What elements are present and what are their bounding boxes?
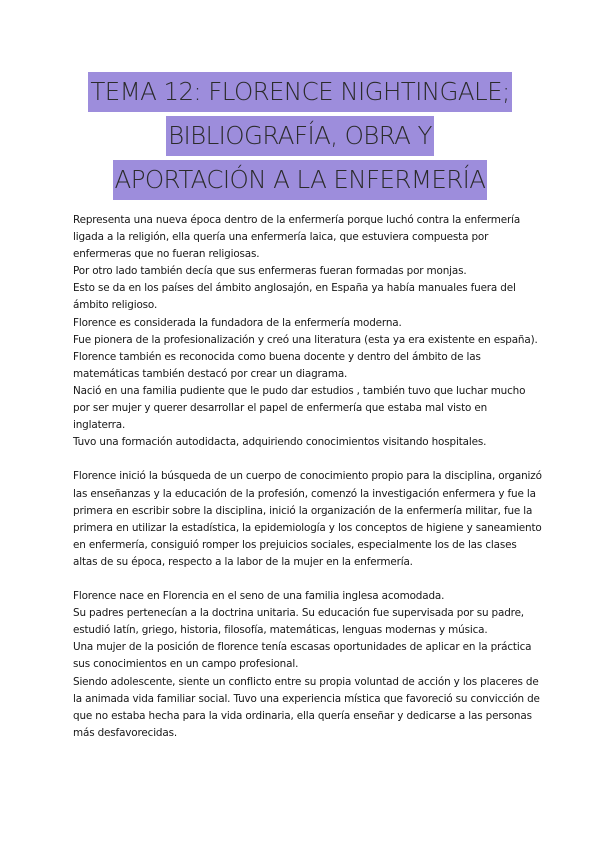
text-line: matemáticas también destacó por crear un diagrama.	[73, 367, 348, 380]
paragraph-gap	[73, 451, 543, 468]
text-line: Florence es considerada la fundadora de la enfermería moderna.	[73, 316, 402, 329]
text-line: enfermeras que no fueran religiosas.	[73, 248, 260, 261]
text-line: Esto se da en los países del ámbito anglosajón, en España ya había manuales fuera del	[73, 282, 516, 295]
text-line: primera en escribir sobre la disciplina, inició la organización de la enfermería militar, fue la	[73, 504, 533, 517]
text-line: Por otro lado también decía que sus enfermeras fueran formadas por monjas.	[73, 265, 467, 278]
document-title	[0, 70, 600, 202]
paragraph-section	[73, 468, 543, 571]
text-line: primera en utilizar la estadística, la epidemiología y los conceptos de higiene y saneamiento	[73, 521, 542, 534]
text-line: inglaterra.	[73, 419, 126, 432]
text-line: en enfermería, consiguió romper los prejuicios sociales, especialmente los de las clases	[73, 538, 517, 551]
paragraph-gap	[73, 571, 543, 588]
text-line: Nació en una familia pudiente que le pudo dar estudios , también tuvo que luchar mucho	[73, 384, 526, 397]
text-line: Representa una nueva época dentro de la enfermería porque luchó contra la enfermería	[73, 214, 521, 226]
text-line: la animada vida familiar social. Tuvo una experiencia mística que favoreció su convicción de	[73, 692, 540, 705]
text-line: Una mujer de la posición de florence tenía escasas oportunidades de aplicar en la práctica	[73, 641, 532, 654]
text-line: estudió latín, griego, historia, filosofía, matemáticas, lenguas modernas y música.	[73, 624, 488, 637]
text-line: ámbito religioso.	[73, 299, 158, 312]
title-line: BIBLIOGRAFÍA, OBRA Y	[166, 116, 434, 156]
text-line: Florence también es reconocida como buena docente y dentro del ámbito de las	[73, 350, 481, 363]
text-line: sus conocimientos en un campo profesional.	[73, 658, 299, 671]
text-line: ligada a la religión, ella quería una enfermería laica, que estuviera compuesta por	[73, 231, 489, 244]
text-line: Florence inició la búsqueda de un cuerpo de conocimiento propio para la disciplina, organizó	[73, 470, 542, 483]
paragraph-section	[73, 212, 543, 451]
document-body	[73, 212, 543, 742]
text-line: Siendo adolescente, siente un conflicto entre su propia voluntad de acción y los placeres de	[73, 675, 539, 688]
paragraph-section	[73, 588, 543, 742]
text-line: Su padres pertenecían a la doctrina unitaria. Su educación fue supervisada por su padre,	[73, 607, 524, 620]
text-line: las enseñanzas y la educación de la profesión, comenzó la investigación enfermera y fue la	[73, 487, 536, 500]
text-line: más desfavorecidas.	[73, 726, 178, 739]
text-line: Florence nace en Florencia en el seno de una familia inglesa acomodada.	[73, 590, 445, 603]
text-line: Fue pionera de la profesionalización y creó una literatura (esta ya era existente en españa).	[73, 333, 538, 346]
text-line: Tuvo una formación autodidacta, adquiriendo conocimientos visitando hospitales.	[73, 436, 487, 449]
text-line: que no estaba hecha para la vida ordinaria, ella quería enseñar y dedicarse a las personas	[73, 709, 532, 722]
title-line: TEMA 12: FLORENCE NIGHTINGALE;	[88, 72, 511, 112]
title-line: APORTACIÓN A LA ENFERMERÍA	[113, 160, 488, 200]
text-line: altas de su época, respecto a la labor de la mujer en la enfermería.	[73, 555, 413, 568]
text-line: por ser mujer y querer desarrollar el papel de enfermería que estaba mal visto en	[73, 402, 488, 415]
